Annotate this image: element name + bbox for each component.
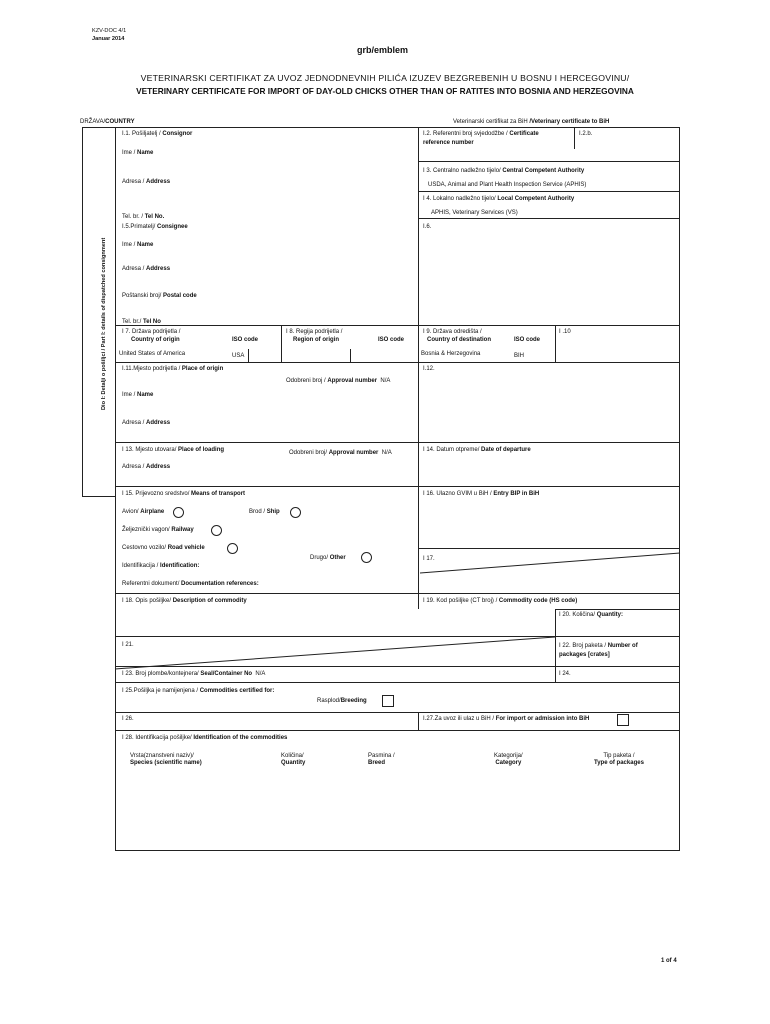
field-i21: I 21. <box>122 642 134 648</box>
central-authority-value: USDA, Animal and Plant Health Inspection Service (APHIS) <box>428 182 587 188</box>
place-origin-name-label: Ime / Name <box>122 392 154 398</box>
country-destination-value: Bosnia & Herzegovina <box>421 351 481 357</box>
consignor-name-label: Ime / Name <box>122 150 154 156</box>
consignor-label: I.1. Pošiljatelj / Consignor <box>122 131 193 137</box>
central-authority-label: I 3. Centralno nadležno tijelo/ Central Competent Authority <box>423 168 585 174</box>
certificate-reference-label: I.2. Referentni broj svjedodžbe / Certificate <box>423 131 539 137</box>
departure-date-label: I 14. Datum otpreme/ Date of departure <box>423 447 531 453</box>
country-destination-label-en: Country of destination <box>427 337 491 343</box>
region-origin-label: I 8. Regija podrijetla / <box>286 329 343 335</box>
packages-number-label-2: packages [crates] <box>559 652 610 658</box>
place-loading-label: I 13. Mjesto utovara/ Place of loading <box>122 447 225 453</box>
field-i2b: I.2.b. <box>579 131 593 137</box>
entry-bip-label: I 16. Ulazno GVIM u BiH / Entry BIP in BiH <box>423 491 540 497</box>
field-i6: I.6. <box>423 224 432 230</box>
other-label: Drugo/ Other <box>310 555 346 561</box>
column-species: Vrsta(znanstveni naziv)/ Species (scientific name) <box>130 753 202 766</box>
certificate-label: Veterinarski certifikat za BiH /Veterinary certificate to BiH <box>453 119 610 125</box>
country-origin-value: United States of America <box>119 351 186 357</box>
identification-label: Identifikacija / Identification: <box>122 563 200 569</box>
documentation-references-label: Referentni dokument/ Documentation references: <box>122 581 259 587</box>
country-origin-label-en: Country of origin <box>131 337 180 343</box>
commodity-code-label: I 19. Kod pošiljke (CT broj) / Commodity code (HS code) <box>423 598 578 604</box>
commodity-description-label: I 18. Opis pošiljke/ Description of commodity <box>122 598 247 604</box>
column-breed: Pasmina / Breed <box>368 753 395 766</box>
consignor-address-label: Adresa / Address <box>122 179 171 185</box>
field-i12: I.12. <box>423 366 435 372</box>
consignee-postal-label: Poštanski broj/ Postal code <box>122 293 197 299</box>
import-admission-label: I.27.Za uvoz ili ulaz u BiH / For import or admission into BiH <box>423 716 590 722</box>
column-category: Kategorija/ Category <box>494 753 523 766</box>
other-radio[interactable] <box>361 552 372 563</box>
airplane-label: Avion/ Airplane <box>122 509 165 515</box>
place-loading-approval: Odobreni broj/ Approval number N/A <box>289 450 392 456</box>
consignee-name-label: Ime / Name <box>122 242 154 248</box>
commodities-certified-label: I 25.Pošiljka je namijenjena / Commodities certified for: <box>122 688 275 694</box>
column-package-type: Tip paketa / Type of packages <box>594 753 644 766</box>
emblem-placeholder: grb/emblem <box>357 45 409 55</box>
ship-radio[interactable] <box>290 507 301 518</box>
country-destination-iso-label: ISO code <box>514 337 541 343</box>
breeding-checkbox[interactable] <box>382 695 394 707</box>
country-origin-iso-label: ISO code <box>232 337 259 343</box>
field-i26: I 26. <box>122 716 134 722</box>
railway-radio[interactable] <box>211 525 222 536</box>
page-number: 1 of 4 <box>661 958 677 964</box>
field-i10: I .10 <box>559 329 571 335</box>
doc-date: Januar 2014 <box>92 36 125 42</box>
field-i24: I 24. <box>559 671 571 677</box>
title-english: VETERINARY CERTIFICATE FOR IMPORT OF DAY-OLD CHICKS OTHER THAN OF RATITES INTO BOSNIA AND HERZEGOVINA <box>136 86 634 96</box>
doc-code: KZV-DOC 4/1 <box>92 28 127 34</box>
certificate-reference-label-2: reference number <box>423 140 474 146</box>
road-vehicle-radio[interactable] <box>227 543 238 554</box>
airplane-radio[interactable] <box>173 507 184 518</box>
place-origin-approval: Odobreni broj / Approval number N/A <box>286 378 391 384</box>
consignor-tel-label: Tel. br. / Tel No. <box>122 214 165 220</box>
field-i17: I 17. <box>423 556 435 562</box>
country-origin-iso-value: USA <box>232 353 245 359</box>
country-destination-label: I 9. Država odredišta / <box>423 329 482 335</box>
consignee-label: I.5.Primatelj/ Consignee <box>122 224 188 230</box>
packages-number-label: I 22. Broj paketa / Number of <box>559 643 638 649</box>
road-vehicle-label: Cestovno vozilo/ Road vehicle <box>122 545 205 551</box>
railway-label: Željeznički vagon/ Railway <box>122 527 194 533</box>
local-authority-value: APHIS, Veterinary Services (VS) <box>431 210 518 216</box>
consignee-tel-label: Tel. br./ Tel No <box>122 319 161 325</box>
local-authority-label: I 4. Lokalno nadležno tijelo/ Local Competent Authority <box>423 196 575 202</box>
seal-container-label: I 23. Broj plombe/kontejnera/ Seal/Container No N/A <box>122 671 266 677</box>
quantity-label: I 20. Količina/ Quantity: <box>559 612 624 618</box>
consignee-address-label: Adresa / Address <box>122 266 171 272</box>
country-label: DRŽAVA/COUNTRY <box>80 119 135 125</box>
country-destination-iso-value: BIH <box>514 353 525 359</box>
part-one-side-label: Dio I: Detalji o pošiljci / Part I: details of dispatched consignment <box>101 237 107 410</box>
place-origin-address-label: Adresa / Address <box>122 420 171 426</box>
title-bosnian: VETERINARSKI CERTIFIKAT ZA UVOZ JEDNODNEVNIH PILIĆA IZUZEV BEZGREBENIH U BOSNU I HERCEGOVINU/ <box>140 73 630 83</box>
commodity-identification-label: I 28. Identifikacija pošiljke/ Identification of the commodities <box>122 735 288 741</box>
country-origin-label: I 7. Država podrijetla / <box>122 329 181 335</box>
column-quantity: Količina/ Quantity <box>281 753 306 766</box>
ship-label: Brod / Ship <box>249 509 280 515</box>
transport-label: I 15. Prijevozno sredstvo/ Means of transport <box>122 491 246 497</box>
place-origin-label: I.11.Mjesto podrijetla / Place of origin <box>122 366 224 372</box>
place-loading-address-label: Adresa / Address <box>122 464 171 470</box>
region-origin-iso-label: ISO code <box>378 337 405 343</box>
breeding-label: Rasplod/Breeding <box>317 698 367 704</box>
import-admission-checkbox[interactable] <box>617 714 629 726</box>
region-origin-label-en: Region of origin <box>293 337 339 343</box>
